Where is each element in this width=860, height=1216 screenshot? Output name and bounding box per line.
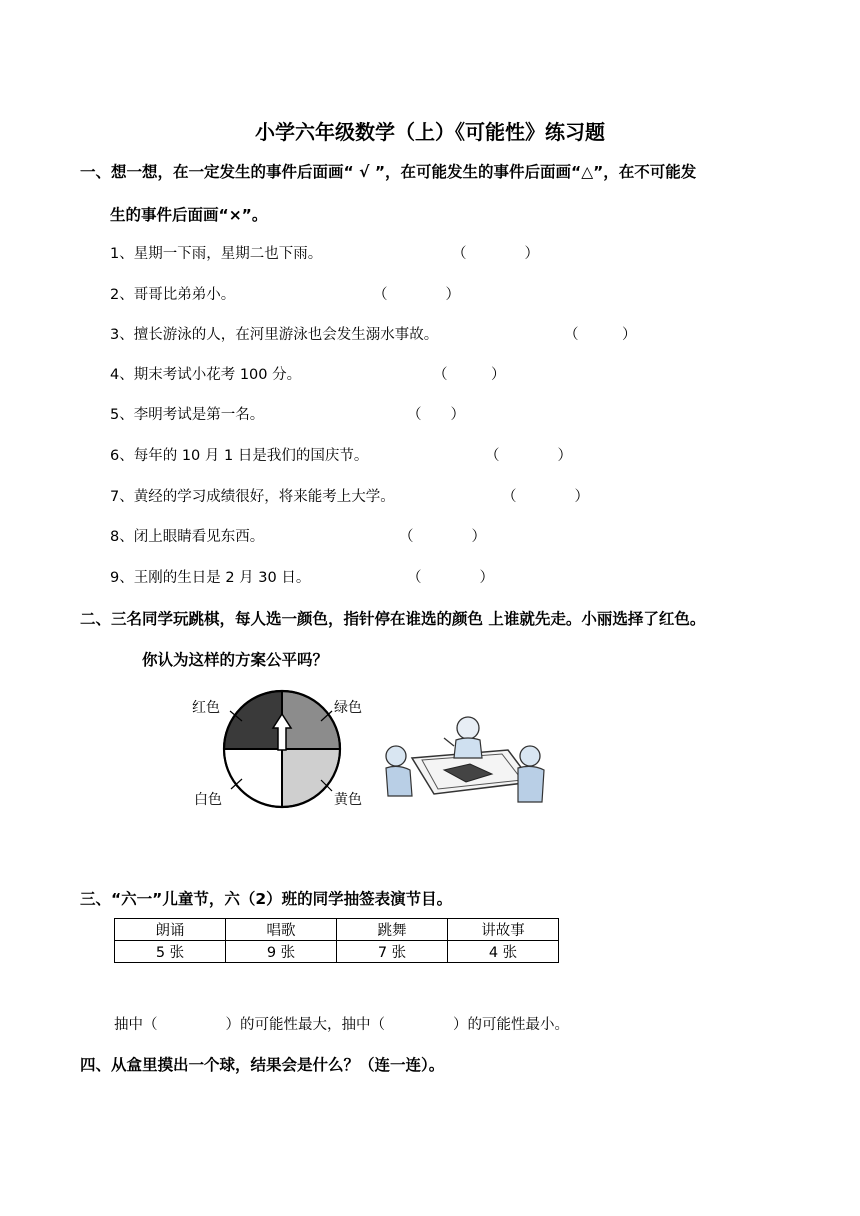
- section3-heading: 三、“六一”儿童节，六（2）班的同学抽签表演节目。: [80, 890, 453, 908]
- question-7-answer-blank[interactable]: （ ）: [502, 489, 589, 505]
- question-9-answer-blank[interactable]: （ ）: [407, 570, 494, 586]
- question-6-text: 6、每年的 10 月 1 日是我们的国庆节。: [110, 448, 369, 464]
- table-cell: 7 张: [337, 941, 448, 963]
- section1-heading-line1: 一、想一想，在一定发生的事件后面画“ √ ”，在可能发生的事件后面画“△”，在不可能发: [80, 163, 697, 181]
- children-playing-board-illustration: [382, 710, 548, 814]
- section1-heading-line2: 生的事件后面画“×”。: [110, 206, 268, 224]
- question-4-text: 4、期末考试小花考 100 分。: [110, 367, 302, 383]
- question-text-part2: ）的可能性最大，抽中（: [225, 1017, 385, 1033]
- spinner-figure: [186, 683, 376, 813]
- question-text-part1: 抽中（: [114, 1017, 158, 1033]
- section2-heading-line1: 二、三名同学玩跳棋，每人选一颜色，指针停在谁选的颜色 上谁就先走。小丽选择了红色。: [80, 610, 706, 628]
- spinner-label-red: 红色: [192, 700, 220, 716]
- table-header-row: [115, 919, 559, 941]
- table-cell: 9 张: [226, 941, 337, 963]
- ticket-table: [114, 918, 559, 963]
- table-header-cell: 讲故事: [448, 919, 559, 941]
- question-6-answer-blank[interactable]: （ ）: [485, 448, 572, 464]
- table-row: [115, 941, 559, 963]
- page-title: 小学六年级数学（上）《可能性》练习题: [255, 120, 605, 144]
- question-1-text: 1、星期一下雨，星期二也下雨。: [110, 246, 323, 262]
- table-cell: 4 张: [448, 941, 559, 963]
- table-cell: 5 张: [115, 941, 226, 963]
- question-8-answer-blank[interactable]: （ ）: [399, 529, 486, 545]
- question-1-answer-blank[interactable]: （ ）: [452, 246, 539, 262]
- section3-question: [114, 1013, 569, 1034]
- table-header-cell: 跳舞: [337, 919, 448, 941]
- spinner-label-yellow: 黄色: [334, 792, 362, 808]
- spinner-label-white: 白色: [194, 792, 222, 808]
- section4-heading: 四、从盒里摸出一个球，结果会是什么？（连一连）。: [80, 1056, 445, 1074]
- question-3-answer-blank[interactable]: （ ）: [564, 327, 637, 343]
- question-7-text: 7、黄经的学习成绩很好，将来能考上大学。: [110, 489, 395, 505]
- question-5-text: 5、李明考试是第一名。: [110, 407, 265, 423]
- table-header-cell: 唱歌: [226, 919, 337, 941]
- question-4-answer-blank[interactable]: （ ）: [433, 367, 506, 383]
- question-5-answer-blank[interactable]: （ ）: [407, 407, 465, 423]
- question-2-answer-blank[interactable]: （ ）: [373, 287, 460, 303]
- table-header-cell: 朗诵: [115, 919, 226, 941]
- question-text-part3: ）的可能性最小。: [453, 1017, 569, 1033]
- question-9-text: 9、王刚的生日是 2 月 30 日。: [110, 570, 311, 586]
- question-8-text: 8、闭上眼睛看见东西。: [110, 529, 265, 545]
- question-3-text: 3、擅长游泳的人，在河里游泳也会发生溺水事故。: [110, 327, 439, 343]
- spinner-label-green: 绿色: [334, 700, 362, 716]
- section2-heading-line2: 你认为这样的方案公平吗？: [142, 651, 329, 669]
- question-2-text: 2、哥哥比弟弟小。: [110, 287, 236, 303]
